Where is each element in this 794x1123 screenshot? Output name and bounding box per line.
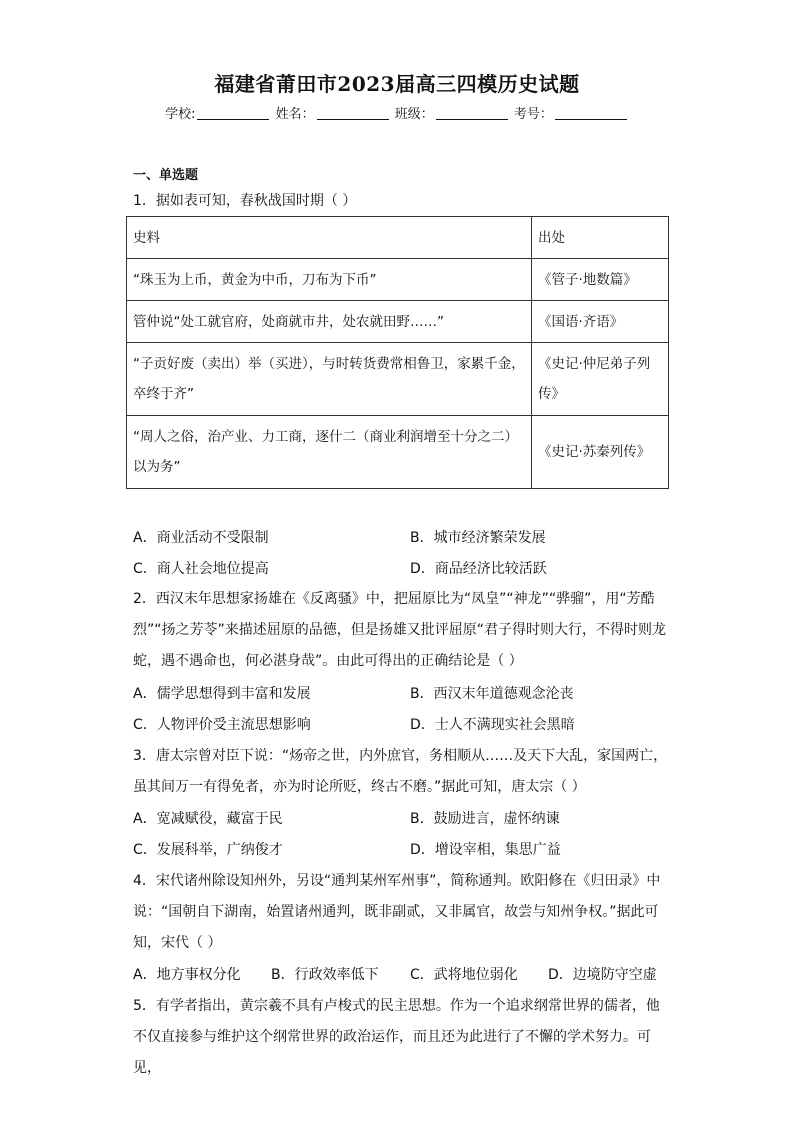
school-label: 学校: <box>165 107 196 122</box>
question-2-line: 烈”“扬之芳苓”来描述屈原的品德，但是扬雄又批评屈原“君子得时则大行，不得时则龙 <box>133 622 667 638</box>
table-cell-text: “周人之俗，治产业、力工商，逐什二（商业利润增至十分之二）以为务” <box>127 416 532 489</box>
table-row <box>127 301 669 343</box>
q4-option-a[interactable]: A．地方事权分化 <box>133 967 241 983</box>
table-cell-text: “子贡好废（卖出）举（买进），与时转货费常相鲁卫，家累千金，卒终于齐” <box>127 343 532 416</box>
table-cell-source: 《史记·苏秦列传》 <box>532 416 669 489</box>
q2-option-b[interactable]: B．西汉末年道德观念沦丧 <box>410 686 574 702</box>
question-5-stem <box>133 991 673 1084</box>
q1-option-a[interactable]: A．商业活动不受限制 <box>133 530 269 546</box>
name-blank[interactable] <box>317 107 389 120</box>
question-4-line: 4．宋代诸州除设知州外，另设“通判某州军州事”，简称通判。欧阳修在《归田录》中 <box>133 873 661 889</box>
table-cell-text: 管仲说“处工就官府，处商就市井，处农就田野……” <box>127 301 532 343</box>
question-2-line: 2．西汉末年思想家扬雄在《反离骚》中，把屈原比为“凤皇”“神龙”“骅骝”，用“芳酷 <box>133 591 655 607</box>
q3-option-a[interactable]: A．宽减赋役，藏富于民 <box>133 811 283 827</box>
class-blank[interactable] <box>436 107 508 120</box>
question-1-stem: 1．据如表可知，春秋战国时期（ ） <box>133 193 357 209</box>
q4-option-b[interactable]: B．行政效率低下 <box>271 967 379 983</box>
exam-title: 福建省莆田市2023届高三四模历史试题 <box>214 72 580 96</box>
class-label: 班级： <box>394 107 434 122</box>
table-cell-source: 《管子·地数篇》 <box>532 259 669 301</box>
question-2-line: 蛇，遇不遇命也，何必湛身哉”。由此可得出的正确结论是（ ） <box>133 653 523 669</box>
q1-option-d[interactable]: D．商品经济比较活跃 <box>410 561 547 577</box>
table-row <box>127 343 669 416</box>
name-label: 姓名： <box>275 107 315 122</box>
table-header-cell: 史料 <box>127 217 532 259</box>
q1-option-b[interactable]: B．城市经济繁荣发展 <box>410 530 546 546</box>
table-header-cell: 出处 <box>532 217 669 259</box>
question-2-stem <box>133 584 673 677</box>
question-4-line: 知，宋代（ ） <box>133 935 222 951</box>
student-info-line <box>0 103 794 122</box>
q3-option-b[interactable]: B．鼓励进言，虚怀纳谏 <box>410 811 560 827</box>
question-3-line: 虽其间万一有得免者，亦为时论所贬，终古不磨。”据此可知，唐太宗（ ） <box>133 779 586 795</box>
question-3-stem <box>133 741 673 803</box>
table-row <box>127 416 669 489</box>
question-4-stem <box>133 866 673 959</box>
number-label: 考号： <box>513 107 553 122</box>
table-header-row <box>127 217 669 259</box>
number-blank[interactable] <box>555 107 627 120</box>
q1-option-c[interactable]: C．商人社会地位提高 <box>133 561 269 577</box>
school-blank[interactable] <box>197 107 269 120</box>
question-3-line: 3．唐太宗曾对臣下说：“炀帝之世，内外庶官，务相顺从……及天下大乱，家国两亡， <box>133 748 668 764</box>
q4-option-d[interactable]: D．边境防守空虚 <box>548 967 657 983</box>
table-cell-source: 《国语·齐语》 <box>532 301 669 343</box>
q4-option-c[interactable]: C．武将地位弱化 <box>410 967 518 983</box>
source-table <box>126 216 669 489</box>
q3-option-d[interactable]: D．增设宰相，集思广益 <box>410 842 561 858</box>
table-cell-source: 《史记·仲尼弟子列传》 <box>532 343 669 416</box>
q2-option-d[interactable]: D．士人不满现实社会黑暗 <box>410 717 575 733</box>
question-4-line: 说：“国朝自下湖南，始置诸州通判，既非副贰，又非属官，故尝与知州争权。”据此可 <box>133 904 659 920</box>
q2-option-a[interactable]: A．儒学思想得到丰富和发展 <box>133 686 311 702</box>
question-5-line: 5．有学者指出，黄宗羲不具有卢梭式的民主思想。作为一个追求纲常世界的儒者，他 <box>133 998 660 1014</box>
table-row <box>127 259 669 301</box>
question-5-line: 不仅直接参与维护这个纲常世界的政治运作，而且还为此进行了不懈的学术努力。可见， <box>133 1029 651 1076</box>
q2-option-c[interactable]: C．人物评价受主流思想影响 <box>133 717 311 733</box>
q3-option-c[interactable]: C．发展科举，广纳俊才 <box>133 842 283 858</box>
section-heading: 一、单选题 <box>133 168 199 183</box>
table-cell-text: “珠玉为上币，黄金为中币，刀布为下币” <box>127 259 532 301</box>
